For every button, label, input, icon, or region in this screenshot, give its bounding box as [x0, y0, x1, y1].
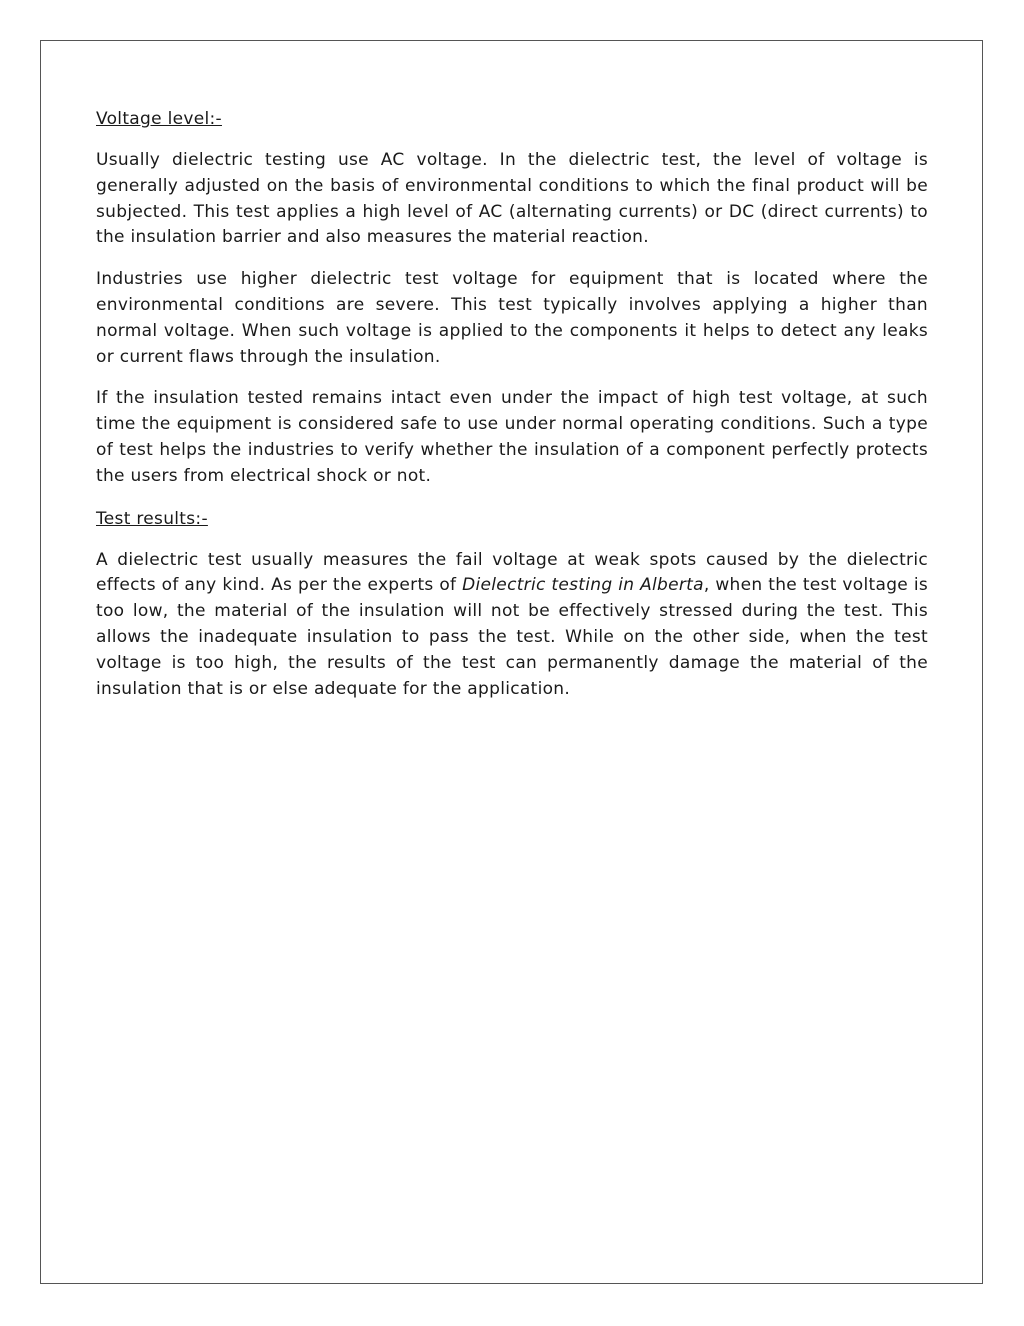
- voltage-level-paragraph-3: If the insulation tested remains intact even under the impact of high test voltage, at such time the equipment is considered safe to use under normal operating conditions. Such a type of test helps the industries to verify whether the insulation of a component perfectly protects the users from electrical shock or not.: [96, 388, 928, 486]
- document-body: [96, 106, 928, 718]
- test-results-paragraph: [96, 548, 928, 703]
- test-results-heading: Test results:-: [96, 508, 208, 529]
- voltage-level-paragraph-1: Usually dielectric testing use AC voltage. In the dielectric test, the level of voltage is generally adjusted on the basis of environmental conditions to which the final product will be subjected. This test applies a high level of AC (alternating currents) or DC (direct currents) to the insulation barrier and also measures the material reaction.: [96, 150, 928, 248]
- voltage-level-heading: Voltage level:-: [96, 109, 222, 129]
- voltage-level-paragraph-2: Industries use higher dielectric test voltage for equipment that is located where the environmental conditions are severe. This test typically involves applying a higher than normal voltage. When such voltage is applied to the components it helps to detect any leaks or current flaws through the insulation.: [96, 269, 928, 367]
- dielectric-testing-alberta-phrase: Dielectric testing in Alberta: [462, 575, 704, 596]
- test-results-text-start: A dielectric test usually measures the fail voltage at weak spots caused by the dielectric effects of any kind. As per the experts of: [96, 549, 928, 596]
- test-results-text-end: , when the test voltage is too low, the material of the insulation will not be effectively stressed during the test. This allows the inadequate insulation to pass the test. While on the other side, when the test voltage is too high, the results of the test can permanently damage the material of the insulation that is or else adequate for the application.: [96, 575, 929, 699]
